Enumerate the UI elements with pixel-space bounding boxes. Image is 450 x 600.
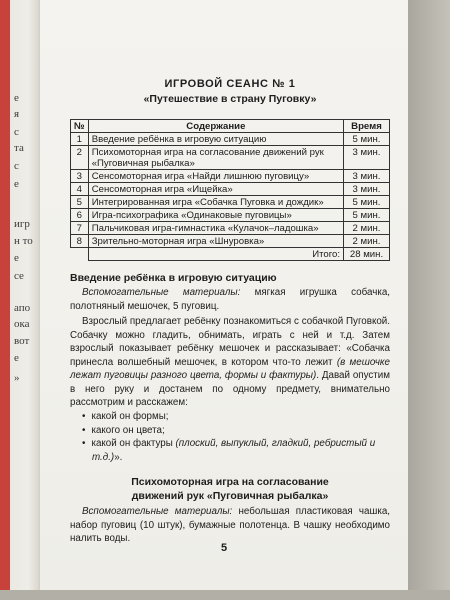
row-time: 5 мин. [344,133,390,146]
background-surface [408,0,450,600]
bottom-surface [0,590,450,600]
row-number: 1 [71,133,89,146]
row-content: Сенсомоторная игра «Ищейка» [88,183,343,196]
session-plan-table [70,119,390,261]
row-number: 8 [71,235,89,248]
row-number: 2 [71,146,89,170]
materials-paragraph-1 [70,286,390,313]
previous-page-fragment: та [14,142,24,154]
row-number: 7 [71,222,89,235]
previous-page-fragment: ока [14,318,30,330]
bullet-italic: (плоский, выпуклый, гладкий, ребристый и т.д.) [92,438,376,463]
red-cover-strip [0,0,10,600]
table-row [71,183,390,196]
total-label: Итого: [88,248,343,261]
total-spacer [71,248,89,261]
bullet-text: какой он фактуры [91,438,173,450]
total-value: 28 мин. [344,248,390,261]
table-row [71,196,390,209]
row-content: Сенсомоторная игра «Найди лишнюю пуговицу» [88,170,343,183]
previous-page-fragment: » [14,372,20,384]
previous-page-fragment: се [14,270,24,282]
previous-page-fragment: игр [14,218,30,230]
row-number: 3 [71,170,89,183]
instructions-paragraph [70,315,390,410]
page-number: 5 [220,542,228,554]
instructions-text: Взрослый предлагает ребёнку познакомиться с собачкой Пуговкой. Собачку можно гладить, обнимать, играть с ней и т.д. Затем взрослый показывает ребёнку мешочек и рассказывает: «Собачка принесла волшебный мешочек, в котором что-то лежит [70,316,390,368]
heading-line-2: движений рук «Пуговичная рыбалка» [131,489,329,502]
materials-paragraph-2 [70,505,390,546]
row-content: Пальчиковая игра-гимнастика «Кулачок–ладошка» [88,222,343,235]
row-content: Интегрированная игра «Собачка Пуговка и дождик» [88,196,343,209]
previous-page-fragment: е [14,178,19,190]
bullet-end: ». [114,451,123,463]
previous-page-fragment: е [14,252,19,264]
session-title: ИГРОВОЙ СЕАНС № 1 [164,78,296,90]
row-number: 6 [71,209,89,222]
row-number: 5 [71,196,89,209]
previous-page-fragment: с [14,160,19,172]
list-item: • какой он формы; [92,410,390,424]
row-time: 3 мин. [344,170,390,183]
previous-page-fragment: вот [14,335,30,347]
header-content: Содержание [88,120,343,133]
row-content: Игра-психографика «Одинаковые пуговицы» [88,209,343,222]
row-time: 3 мин. [344,146,390,170]
heading-line-1: Психомоторная игра на согласование [131,476,329,489]
question-list [92,410,390,464]
section-heading-intro: Введение ребёнка в игровую ситуацию [70,272,277,285]
list-item [92,437,390,464]
previous-page-fragment: е [14,92,19,104]
table-row [71,235,390,248]
row-number: 4 [71,183,89,196]
table-row [71,209,390,222]
previous-page-fragment: с [14,126,19,138]
header-number: № [71,120,89,133]
row-time: 5 мин. [344,196,390,209]
table-header-row [71,120,390,133]
list-item: • какого он цвета; [92,424,390,438]
materials-text: небольшая пластиковая чашка, набор пуговиц (10 штук), бумажные полотенца. В чашку необходимо налить воды. [70,506,390,545]
row-content: Психомоторная игра на согласование движений рук «Пуговичная рыбалка» [88,146,343,170]
table-row [71,222,390,235]
section-heading-fishing [70,476,390,503]
materials-label: Вспомогательные материалы: [82,287,241,299]
previous-page-fragment: н то [14,235,33,247]
row-time: 2 мин. [344,222,390,235]
previous-page-fragment: е [14,352,19,364]
previous-page-fragment: я [14,108,20,120]
table-row [71,146,390,170]
materials-label: Вспомогательные материалы: [82,506,233,518]
previous-page-fragment: апо [14,302,31,314]
table-total-row [71,248,390,261]
instructions-italic: (в мешочке лежат пуговицы разного цвета, формы и фактуры) [70,356,390,382]
session-subtitle: «Путешествие в страну Пуговку» [143,93,317,105]
table-row [71,133,390,146]
table-row [71,170,390,183]
row-time: 5 мин. [344,209,390,222]
row-time: 3 мин. [344,183,390,196]
book-page [40,0,408,590]
instructions-end: . Давай опустим в него руку и достанем по одному предмету, внимательно рассмотрим и расскажем: [70,370,390,409]
row-content: Введение ребёнка в игровую ситуацию [88,133,343,146]
previous-page-edge [0,0,40,600]
row-time: 2 мин. [344,235,390,248]
materials-text: мягкая игрушка собачка, полотняный мешочек, 5 пуговиц. [70,287,390,312]
header-time: Время [344,120,390,133]
table-body [71,133,390,261]
row-content: Зрительно-моторная игра «Шнуровка» [88,235,343,248]
